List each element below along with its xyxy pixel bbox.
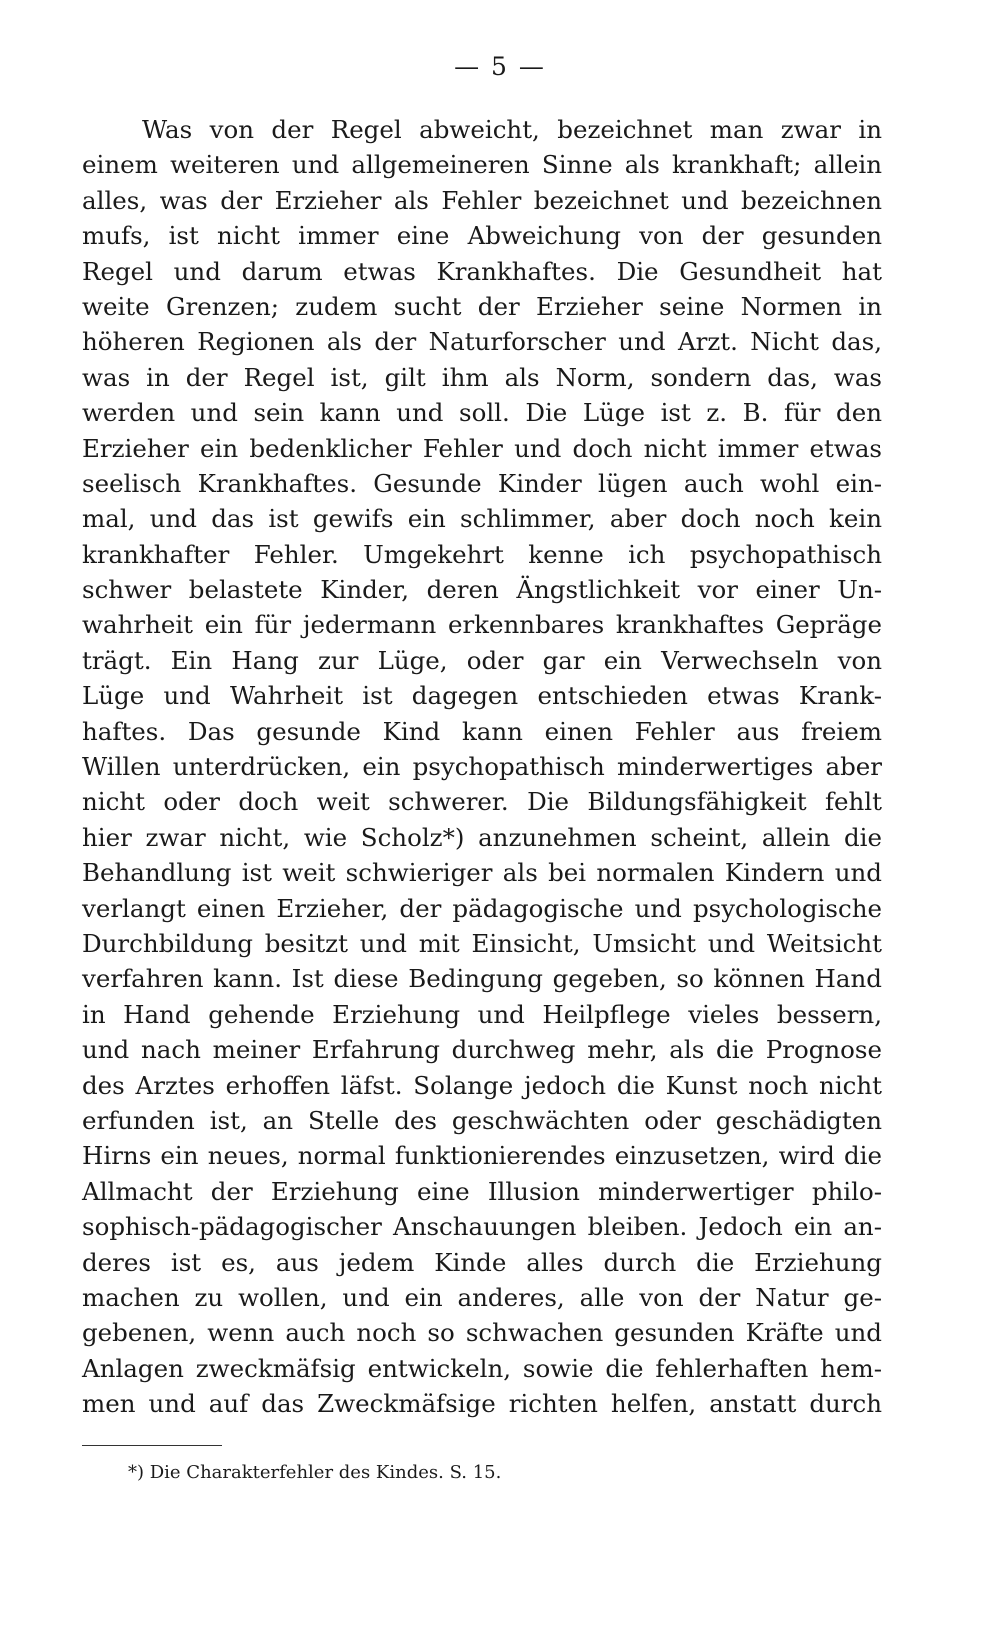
text-line: verfahren kann. Ist diese Bedingung gegeben, so können Hand bbox=[82, 964, 882, 994]
text-line: krankhafter Fehler. Umgekehrt kenne ich psychopathisch bbox=[82, 539, 882, 569]
page-number: — 5 — bbox=[454, 52, 546, 81]
text-line: werden und sein kann und soll. Die Lüge ist z. B. für den bbox=[82, 398, 882, 428]
text-line: Erzieher ein bedenklicher Fehler und doch nicht immer etwas bbox=[82, 433, 882, 463]
text-line: mufs, ist nicht immer eine Abweichung von der gesunden bbox=[82, 221, 882, 251]
text-line: Behandlung ist weit schwieriger als bei normalen Kindern und bbox=[82, 858, 882, 888]
text-line: machen zu wollen, und ein anderes, alle von der Natur ge- bbox=[82, 1282, 882, 1312]
text-line: seelisch Krankhaftes. Gesunde Kinder lügen auch wohl ein- bbox=[82, 468, 882, 498]
text-line: einem weiteren und allgemeineren Sinne als krankhaft; allein bbox=[82, 150, 882, 180]
text-line: Regel und darum etwas Krankhaftes. Die Gesundheit hat bbox=[82, 256, 882, 286]
text-line: Anlagen zweckmäfsig entwickeln, sowie die fehlerhaften hem- bbox=[82, 1353, 882, 1383]
text-line: was in der Regel ist, gilt ihm als Norm, sondern das, was bbox=[82, 362, 882, 392]
text-line: und nach meiner Erfahrung durchweg mehr, als die Prognose bbox=[82, 1035, 882, 1065]
text-line: Lüge und Wahrheit ist dagegen entschieden etwas Krank- bbox=[82, 681, 882, 711]
text-line: Durchbildung besitzt und mit Einsicht, Umsicht und Weitsicht bbox=[82, 928, 882, 958]
text-line: deres ist es, aus jedem Kinde alles durch die Erziehung bbox=[82, 1247, 882, 1277]
text-line: alles, was der Erzieher als Fehler bezeichnet und bezeichnen bbox=[82, 185, 882, 215]
text-line: Was von der Regel abweicht, bezeichnet man zwar in bbox=[142, 115, 882, 144]
footnote-divider bbox=[82, 1445, 222, 1446]
text-line: weite Grenzen; zudem sucht der Erzieher seine Normen in bbox=[82, 291, 882, 321]
text-line: Hirns ein neues, normal funktionierendes einzusetzen, wird die bbox=[82, 1141, 882, 1171]
text-line: nicht oder doch weit schwerer. Die Bildungsfähigkeit fehlt bbox=[82, 787, 882, 817]
footnote: *) Die Charakterfehler des Kindes. S. 15. bbox=[128, 1462, 502, 1483]
text-line: haftes. Das gesunde Kind kann einen Fehler aus freiem bbox=[82, 716, 882, 746]
text-line: schwer belastete Kinder, deren Ängstlichkeit vor einer Un- bbox=[82, 575, 882, 605]
text-line: trägt. Ein Hang zur Lüge, oder gar ein Verwechseln von bbox=[82, 645, 882, 675]
text-line: des Arztes erhoffen läfst. Solange jedoch die Kunst noch nicht bbox=[82, 1070, 882, 1100]
text-line: verlangt einen Erzieher, der pädagogische und psychologische bbox=[82, 893, 882, 923]
text-line: mal, und das ist gewifs ein schlimmer, aber doch noch kein bbox=[82, 504, 882, 534]
text-line: in Hand gehende Erziehung und Heilpflege vieles bessern, bbox=[82, 999, 882, 1029]
body-text bbox=[82, 112, 882, 1421]
text-line: men und auf das Zweckmäfsige richten helfen, anstatt durch bbox=[82, 1389, 882, 1419]
text-line: Willen unterdrücken, ein psychopathisch minderwertiges aber bbox=[82, 752, 882, 782]
text-line: Allmacht der Erziehung eine Illusion minderwertiger philo- bbox=[82, 1176, 882, 1206]
text-line: gebenen, wenn auch noch so schwachen gesunden Kräfte und bbox=[82, 1318, 882, 1348]
text-line: erfunden ist, an Stelle des geschwächten oder geschädigten bbox=[82, 1105, 882, 1135]
text-line: wahrheit ein für jedermann erkennbares krankhaftes Gepräge bbox=[82, 610, 882, 640]
text-line: sophisch-pädagogischer Anschauungen bleiben. Jedoch ein an- bbox=[82, 1212, 882, 1242]
text-line: höheren Regionen als der Naturforscher und Arzt. Nicht das, bbox=[82, 327, 882, 357]
text-line: hier zwar nicht, wie Scholz*) anzunehmen scheint, allein die bbox=[82, 822, 882, 852]
